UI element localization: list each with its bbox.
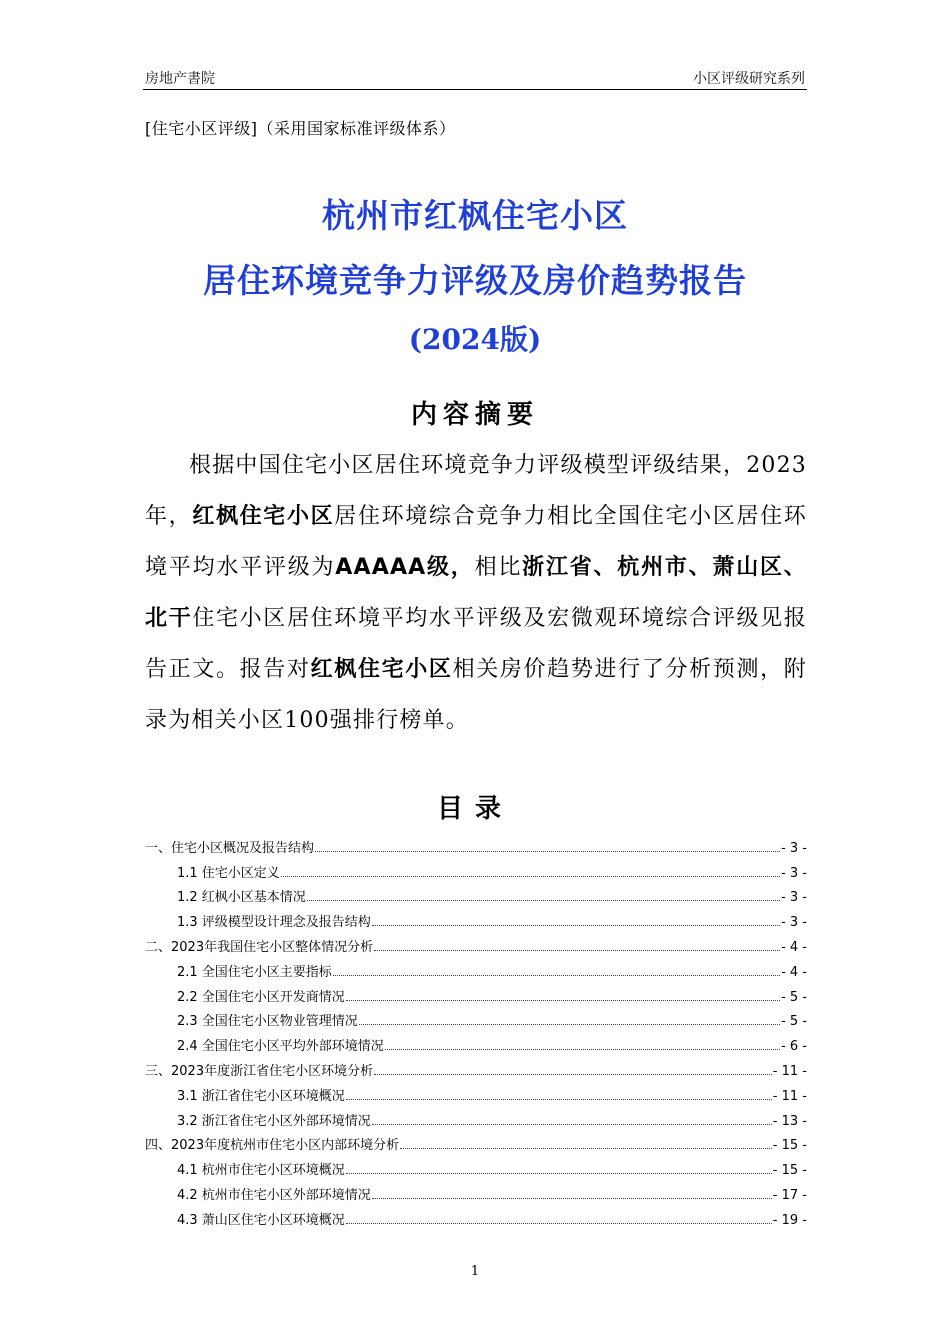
toc-dot-leader [372,1123,772,1125]
toc-entry-page: - 15 - [772,1138,807,1154]
toc-entry[interactable] [145,1079,807,1104]
header-left-text: 房地产書院 [145,71,215,87]
toc-entry-page: - 3 - [781,865,807,881]
toc-entry[interactable] [145,1104,807,1129]
toc-dot-leader [400,1147,772,1149]
abstract-text: 住宅小区居住环境平均水平评级及宏微观环境综合评级见报告正文。报告对 [145,606,808,682]
toc-entry-label: 2.2 全国住宅小区开发商情况 [177,989,345,1005]
toc-dot-leader [315,850,780,852]
toc-entry-label: 4.2 杭州市住宅小区外部环境情况 [177,1187,371,1203]
toc-entry-label: 1.1 住宅小区定义 [177,865,280,881]
toc-entry-label: 一、住宅小区概况及报告结构 [145,840,315,856]
toc-dot-leader [307,899,780,901]
abstract-text: 相关房价趋势进行了分析预测，附录为相关小区100强排行榜单。 [145,657,807,733]
toc-entry[interactable] [145,905,807,930]
toc-entry-page: - 13 - [772,1113,807,1129]
toc-dot-leader [333,974,780,976]
toc-entry[interactable] [145,1153,807,1178]
report-title-line2: 居住环境竞争力评级及房价趋势报告 [203,261,747,300]
toc-entry-page: - 5 - [781,1014,807,1030]
toc-entry-label: 3.1 浙江省住宅小区环境概况 [177,1088,345,1104]
toc-entry[interactable] [145,831,807,856]
toc-entry[interactable] [145,1178,807,1203]
toc-heading: 目录 [436,794,513,824]
toc-dot-leader [374,1073,772,1075]
abstract-emphasis: AAAAA级， [335,555,475,580]
toc-entry-label: 2.1 全国住宅小区主要指标 [177,964,332,980]
abstract-text: 相比 [474,555,523,580]
toc-entry-page: - 17 - [772,1187,807,1203]
abstract-text: 根据中国住宅小区居住环境竞争力评级模型评级结果，2023年， [145,453,807,529]
header-divider [143,89,807,90]
page-number: 1 [470,1264,480,1279]
abstract-emphasis: 红枫住宅小区 [310,657,453,682]
toc-entry-page: - 19 - [772,1212,807,1228]
toc-entry-label: 四、2023年度杭州市住宅小区内部环境分析 [145,1138,400,1154]
toc-entry-page: - 4 - [781,964,807,980]
toc-dot-leader [372,1197,772,1199]
toc-entry[interactable] [145,1203,807,1228]
toc-dot-leader [346,1172,772,1174]
toc-entry-label: 4.3 萧山区住宅小区环境概况 [177,1212,345,1228]
toc-dot-leader [374,949,780,951]
abstract-heading: 内容摘要 [410,400,539,430]
toc-entry-label: 1.2 红枫小区基本情况 [177,890,306,906]
toc-entry[interactable] [145,881,807,906]
toc-dot-leader [346,1222,772,1224]
toc-entry[interactable] [145,1005,807,1030]
header-right-text: 小区评级研究系列 [693,71,805,87]
toc-entry-label: 4.1 杭州市住宅小区环境概况 [177,1163,345,1179]
abstract-paragraph [145,440,807,746]
toc-entry[interactable] [145,930,807,955]
toc-entry[interactable] [145,1129,807,1154]
abstract-emphasis: 浙江省、杭州市、萧山区、北干 [145,555,807,631]
toc-entry[interactable] [145,1054,807,1079]
toc-dot-leader [346,999,780,1001]
report-title-line1: 杭州市红枫住宅小区 [322,196,628,235]
toc-entry-label: 1.3 评级模型设计理念及报告结构 [177,915,371,931]
toc-entry[interactable] [145,955,807,980]
toc-entry[interactable] [145,1029,807,1054]
toc-entry-label: 3.2 浙江省住宅小区外部环境情况 [177,1113,371,1129]
toc-entry-label: 二、2023年我国住宅小区整体情况分析 [145,939,374,955]
toc-entry-page: - 11 - [772,1063,807,1079]
abstract-emphasis: 红枫住宅小区 [192,504,335,529]
toc-dot-leader [281,875,780,877]
toc-entry-page: - 11 - [772,1088,807,1104]
toc-dot-leader [372,924,780,926]
toc-dot-leader [346,1098,772,1100]
toc-dot-leader [385,1048,780,1050]
table-of-contents [145,831,807,1228]
toc-entry-label: 三、2023年度浙江省住宅小区环境分析 [145,1063,374,1079]
toc-entry-page: - 15 - [772,1163,807,1179]
report-title-edition: (2024版) [408,323,542,356]
abstract-text: 居住环境综合竞争力相比全国住宅小区居住环境平均水平评级为 [145,504,807,580]
toc-entry-label: 2.4 全国住宅小区平均外部环境情况 [177,1039,384,1055]
toc-entry-page: - 6 - [781,1039,807,1055]
report-category: [住宅小区评级]（采用国家标准评级体系） [145,119,456,138]
toc-entry-page: - 3 - [781,840,807,856]
toc-entry[interactable] [145,980,807,1005]
toc-entry-label: 2.3 全国住宅小区物业管理情况 [177,1014,358,1030]
toc-entry-page: - 5 - [781,989,807,1005]
toc-entry-page: - 4 - [781,939,807,955]
toc-entry[interactable] [145,856,807,881]
toc-entry-page: - 3 - [781,890,807,906]
toc-entry-page: - 3 - [781,915,807,931]
toc-dot-leader [359,1023,780,1025]
